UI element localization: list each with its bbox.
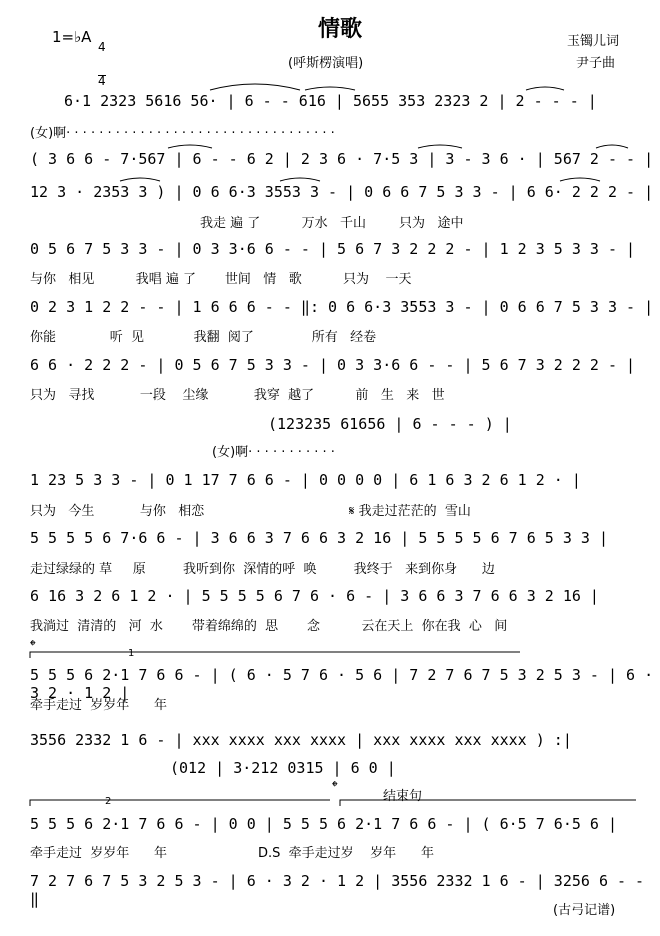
volta-2-label: 2 [105, 796, 112, 807]
time-signature-bottom: 4 [98, 74, 106, 88]
notation-line-6: 6 6 · 2 2 2 - | 0 5 6 7 5 3 3 - | 0 3 3·6 6 - - | 5 6 7 3 2 2 2 - | [30, 356, 636, 374]
volta-1-line [30, 652, 520, 658]
composer-credit: 尹子曲 [576, 56, 616, 71]
notation-line-10: 6 16 3 2 6 1 2 · | 5 5 5 5 6 7 6 · 6 - | 3 6 6 3 7 6 6 3 2 16 | [30, 587, 599, 605]
notation-line-1: 6·1 2323 5616 56· | 6 - - 616 | 5655 353 2323 2 | 2 - - - | [64, 92, 597, 110]
notation-line-8: 1 23 5 3 3 - | 0 1 17 7 6 6 - | 0 0 0 0 | 6 1 6 3 2 6 1 2 · | [30, 471, 581, 489]
tie [280, 178, 320, 181]
lyrics-line-7: (女)啊· · · · · · · · · · · [212, 445, 335, 460]
volta-1-label: 1 [128, 648, 135, 659]
transcriber-credit: (古弓记谱) [553, 903, 616, 918]
tie [305, 87, 355, 90]
key-signature: 1=♭A [52, 28, 92, 46]
lyrics-line-11: 牵手走过 岁岁年 年 [30, 698, 168, 713]
singer-credit: (呼斯楞演唱) [288, 56, 364, 71]
tie [168, 145, 212, 148]
notation-line-9: 5 5 5 5 6 7·6 6 - | 3 6 6 3 7 6 6 3 2 16 | 5 5 5 5 6 7 6 5 3 3 | [30, 529, 608, 547]
coda-mark-2: 𝄌 [332, 777, 338, 796]
notation-line-15: 7 2 7 6 7 5 3 2 5 3 - | 6 · 3 2 · 1 2 | 3556 2332 1 6 - | 3256 6 - - ‖ [30, 872, 645, 908]
lyricist-credit: 玉镯儿词 [567, 34, 620, 49]
notation-line-14: 5 5 5 6 2·1 7 6 6 - | 0 0 | 5 5 5 6 2·1 7 6 6 - | ( 6·5 7 6·5 6 | [30, 815, 617, 833]
coda-mark: 𝄌 [30, 636, 36, 655]
lyrics-line-8: 只为 今生 与你 相恋 𝄋 我走过茫茫的 雪山 [30, 504, 471, 519]
notation-line-2: ( 3 6 6 - 7·567 | 6 - - 6 2 | 2 3 6 · 7·5 3 | 3 - 3 6 · | 567 2 - - | [30, 150, 654, 168]
lyrics-line-4: 与你 相见 我唱 遍 了 世间 情 歌 只为 一天 [30, 272, 412, 287]
ending-line [340, 800, 636, 806]
tie [526, 87, 564, 90]
lyrics-line-10: 我淌过 清清的 河 水 带着绵绵的 思 念 云在天上 你在我 心 间 [30, 619, 508, 634]
lyrics-line-9: 走过绿绿的 草 原 我听到你 深情的呼 唤 我终于 来到你身 边 [30, 562, 495, 577]
notation-line-3: 12 3 · 2353 3 ) | 0 6 6·3 3553 3 - | 0 6 6 7 5 3 3 - | 6 6· 2 2 2 - | [30, 183, 654, 201]
tie [560, 178, 600, 181]
notation-line-12: 3556 2332 1 6 - | xxx xxxx xxx xxxx | xxx xxxx xxx xxxx ) :| [30, 731, 572, 749]
lyrics-line-3: 我走 遍 了 万水 千山 只为 途中 [200, 216, 464, 231]
time-signature-top: 4 [98, 40, 106, 54]
notation-line-4: 0 5 6 7 5 3 3 - | 0 3 3·6 6 - - | 5 6 7 3 2 2 2 - | 1 2 3 5 3 3 - | [30, 240, 636, 258]
tie [210, 84, 300, 90]
notation-line-5: 0 2 3 1 2 2 - - | 1 6 6 6 - - ‖: 0 6 6·3 3553 3 - | 0 6 6 7 5 3 3 - | [30, 298, 654, 316]
ending-label: 结束句 [383, 789, 423, 804]
lyrics-line-6: 只为 寻找 一段 尘缘 我穿 越了 前 生 来 世 [30, 388, 445, 403]
notation-line-7: (123235 61656 | 6 - - - ) | [268, 415, 512, 433]
volta-2-line [30, 800, 330, 806]
lyrics-line-1: (女)啊· · · · · · · · · · · · · · · · · · · · · · · · · · · · · · · · · [30, 126, 335, 141]
page-title: 情歌 [318, 17, 363, 42]
tie [418, 145, 462, 148]
lyrics-line-5: 你能 听 见 我翻 阅了 所有 经卷 [30, 330, 377, 345]
tie [120, 178, 160, 181]
notation-line-13: (012 | 3·212 0315 | 6 0 | [170, 759, 396, 777]
lyrics-line-14: 牵手走过 岁岁年 年 D.S 牵手走过岁 岁年 年 [30, 846, 434, 861]
notation-line-11: 5 5 5 6 2·1 7 6 6 - | ( 6 · 5 7 6 · 5 6 | 7 2 7 6 7 5 3 2 5 3 - | 6 · 3 2 · 1 2 | [30, 666, 654, 702]
tie [596, 145, 628, 148]
